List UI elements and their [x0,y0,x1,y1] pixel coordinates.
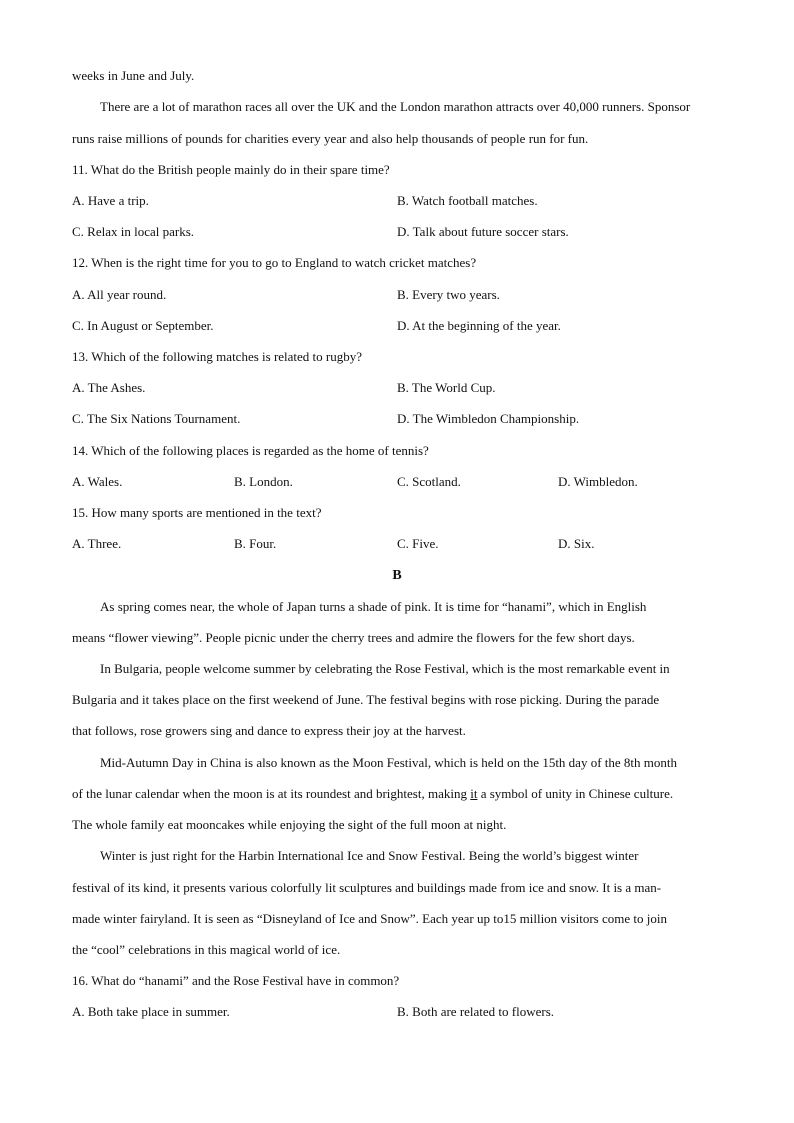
q14-option-b: B. London. [234,474,293,489]
passage-line: made winter fairyland. It is seen as “Disneyland of Ice and Snow”. Each year up to15 million visitors come to join [72,911,667,926]
q14-option-d: D. Wimbledon. [558,474,638,489]
passage-line: weeks in June and July. [72,68,195,83]
passage-line: that follows, rose growers sing and dance to express their joy at the harvest. [72,723,466,738]
passage-line: means “flower viewing”. People picnic under the cherry trees and admire the flowers for the few short days. [72,630,635,645]
q15-option-b: B. Four. [234,536,277,551]
passage-line: the “cool” celebrations in this magical world of ice. [72,942,341,957]
q13-option-a: A. The Ashes. [72,380,146,395]
passage-line: Winter is just right for the Harbin International Ice and Snow Festival. Being the world’s biggest winter [100,848,639,863]
passage-line: Bulgaria and it takes place on the first weekend of June. The festival begins with rose picking. During the parade [72,692,660,707]
passage-text: of the lunar calendar when the moon is at its roundest and brightest, making [72,786,471,801]
question-13-stem: 13. Which of the following matches is related to rugby? [72,349,363,364]
q11-option-d: D. Talk about future soccer stars. [397,224,569,239]
q13-option-d: D. The Wimbledon Championship. [397,411,580,426]
q11-option-b: B. Watch football matches. [397,193,538,208]
section-heading: B [392,568,402,583]
q12-option-a: A. All year round. [72,287,167,302]
q16-option-a: A. Both take place in summer. [72,1004,230,1019]
question-11-stem: 11. What do the British people mainly do in their spare time? [72,162,390,177]
q11-option-a: A. Have a trip. [72,193,149,208]
question-16-stem: 16. What do “hanami” and the Rose Festival have in common? [72,973,400,988]
q12-option-d: D. At the beginning of the year. [397,318,561,333]
question-14-stem: 14. Which of the following places is regarded as the home of tennis? [72,443,429,458]
passage-line: runs raise millions of pounds for charities every year and also help thousands of people run for fun. [72,131,589,146]
question-15-stem: 15. How many sports are mentioned in the text? [72,505,322,520]
passage-line: There are a lot of marathon races all over the UK and the London marathon attracts over 40,000 runners. Sponsor [100,99,691,114]
passage-line [72,785,724,803]
q14-option-a: A. Wales. [72,474,123,489]
passage-line: Mid-Autumn Day in China is also known as the Moon Festival, which is held on the 15th day of the 8th month [100,755,678,770]
q14-option-c: C. Scotland. [397,474,461,489]
q16-option-b: B. Both are related to flowers. [397,1004,555,1019]
passage-line: As spring comes near, the whole of Japan turns a shade of pink. It is time for “hanami”, which in English [100,599,647,614]
question-12-stem: 12. When is the right time for you to go to England to watch cricket matches? [72,255,477,270]
q15-option-a: A. Three. [72,536,122,551]
q11-option-c: C. Relax in local parks. [72,224,195,239]
passage-line: The whole family eat mooncakes while enjoying the sight of the full moon at night. [72,817,507,832]
passage-text: a symbol of unity in Chinese culture. [477,786,674,801]
q12-option-c: C. In August or September. [72,318,214,333]
q15-option-d: D. Six. [558,536,595,551]
q13-option-b: B. The World Cup. [397,380,496,395]
passage-line: In Bulgaria, people welcome summer by celebrating the Rose Festival, which is the most remarkable event in [100,661,670,676]
passage-line: festival of its kind, it presents various colorfully lit sculptures and buildings made from ice and snow. It is a man- [72,880,662,895]
underlined-word: it [470,786,478,801]
q12-option-b: B. Every two years. [397,287,500,302]
q15-option-c: C. Five. [397,536,439,551]
q13-option-c: C. The Six Nations Tournament. [72,411,241,426]
